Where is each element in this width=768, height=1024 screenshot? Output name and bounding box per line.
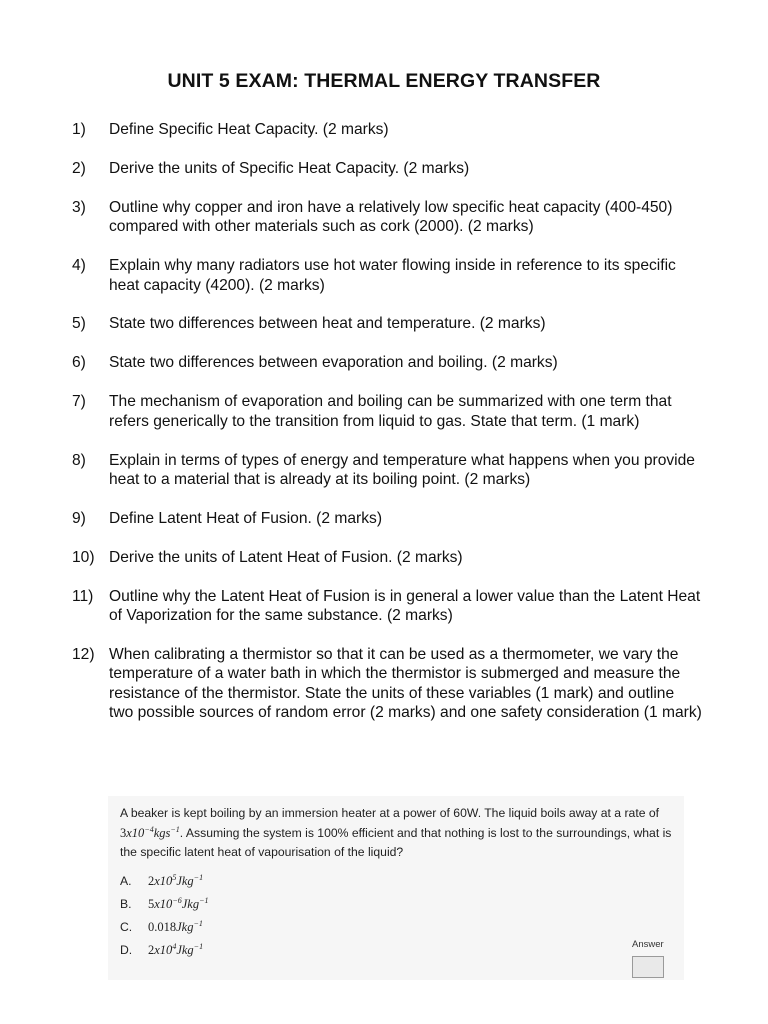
question-number: 2): [72, 159, 86, 177]
multiple-choice-question: [108, 796, 684, 980]
option-exp: 5: [172, 873, 177, 882]
question-number: 10): [72, 548, 95, 566]
option-letter: B.: [120, 897, 132, 911]
question-number: 11): [72, 587, 94, 605]
option-times: x10: [154, 897, 173, 911]
question-text: State two differences between heat and temperature. (2 marks): [109, 315, 546, 333]
question-item: [72, 587, 702, 626]
answer-input[interactable]: [632, 956, 664, 978]
option-unit-exp: −1: [193, 919, 203, 928]
question-text: Derive the units of Specific Heat Capacity. (2 marks): [109, 159, 470, 177]
question-text: Outline why copper and iron have a relatively low specific heat capacity (400-450) compared with other materials such as cork (2000). (2 marks): [109, 198, 673, 236]
option-coef: 0.018: [148, 920, 177, 934]
option-value: [148, 920, 203, 935]
option-unit: Jkg: [176, 874, 194, 888]
rate-exp: −4: [144, 824, 154, 834]
page-title: UNIT 5 EXAM: THERMAL ENERGY TRANSFER: [167, 70, 601, 92]
question-list: [72, 120, 702, 723]
option-coef: 2: [148, 874, 155, 888]
question-item: [72, 314, 702, 333]
rate-times: x10: [126, 825, 145, 840]
option-unit-exp: −1: [193, 942, 204, 951]
question-item: [72, 159, 702, 178]
question-number: 4): [72, 257, 86, 275]
question-item: [72, 645, 702, 723]
question-text: Outline why the Latent Heat of Fusion is in general a lower value than the Latent Heat of Vaporization for the same substance. (2 marks): [109, 587, 701, 625]
question-item: [72, 451, 702, 490]
option-c[interactable]: [120, 920, 203, 935]
question-item: [72, 392, 702, 431]
option-coef: 2: [148, 943, 155, 957]
question-item: [72, 509, 702, 528]
question-number: 1): [72, 121, 86, 138]
option-unit-exp: −1: [193, 873, 204, 882]
question-number: 12): [72, 646, 95, 663]
question-text: The mechanism of evaporation and boiling can be summarized with one term that refers generically to the transition from liquid to gas. State that term. (1 mark): [109, 393, 672, 430]
question-number: 9): [72, 509, 86, 527]
question-number: 5): [72, 315, 86, 333]
option-unit: Jkg: [176, 920, 194, 934]
mc-stem: [120, 804, 680, 863]
option-unit: Jkg: [176, 943, 194, 957]
rate-unit-exp: −1: [170, 824, 180, 834]
question-number: 3): [72, 198, 86, 216]
rate-expression: [120, 826, 180, 840]
option-times: x10: [154, 874, 173, 888]
option-a[interactable]: [120, 874, 203, 889]
question-item: [72, 120, 702, 139]
option-exp: 4: [172, 942, 177, 951]
option-value: [148, 943, 203, 958]
rate-unit: kgs: [153, 825, 171, 840]
question-item: [72, 353, 702, 372]
option-unit-exp: −1: [199, 896, 209, 905]
question-text: State two differences between evaporation and boiling. (2 marks): [109, 354, 558, 372]
question-text: Define Specific Heat Capacity. (2 marks): [109, 121, 389, 138]
question-number: 6): [72, 354, 86, 372]
question-text: Derive the units of Latent Heat of Fusion. (2 marks): [109, 548, 463, 566]
question-text: When calibrating a thermistor so that it can be used as a thermometer, we vary the temperature of a water bath in which the thermistor is submerged and measure the resistance of the thermistor. State the units of these variables (1 mark) and outline two possible sources of random error (2 marks) and one safety consideration (1 mark): [109, 646, 702, 722]
answer-label: Answer: [632, 939, 664, 950]
question-item: [72, 548, 702, 567]
question-item: [72, 198, 702, 237]
question-text: Define Latent Heat of Fusion. (2 marks): [109, 509, 383, 527]
mc-stem-part2: . Assuming the system is 100% efficient and that nothing is lost to the surroundings, what is the specific latent heat of vapourisation of the liquid?: [120, 825, 672, 859]
option-times: x10: [154, 943, 173, 957]
option-b[interactable]: [120, 897, 208, 912]
option-value: [148, 897, 208, 912]
option-exp: −6: [172, 896, 182, 905]
question-number: 8): [72, 451, 86, 469]
option-letter: A.: [120, 874, 132, 888]
question-item: [72, 256, 702, 295]
option-letter: C.: [120, 920, 133, 934]
question-text: Explain why many radiators use hot water flowing inside in reference to its specific heat capacity (4200). (2 marks): [109, 257, 676, 294]
question-text: Explain in terms of types of energy and temperature what happens when you provide heat to a material that is already at its boiling point. (2 marks): [109, 451, 695, 488]
option-d[interactable]: [120, 943, 203, 958]
option-unit: Jkg: [181, 897, 200, 911]
rate-coef: 3: [120, 825, 127, 840]
question-number: 7): [72, 393, 86, 411]
option-value: [148, 874, 203, 889]
mc-stem-part1: A beaker is kept boiling by an immersion heater at a power of 60W. The liquid boils away at a rate of: [120, 806, 660, 820]
option-coef: 5: [148, 897, 155, 911]
option-letter: D.: [120, 943, 133, 957]
